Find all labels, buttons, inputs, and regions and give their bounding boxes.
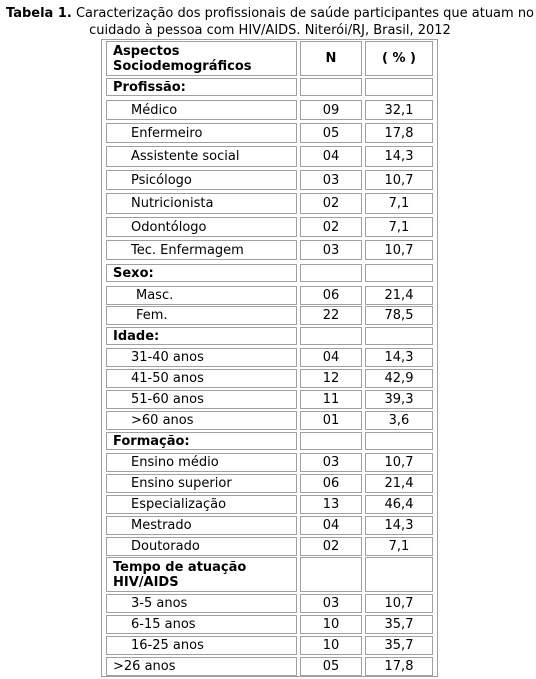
- row-percent: 7,1: [365, 537, 433, 556]
- row-label: >60 anos: [106, 411, 297, 430]
- row-label: Masc.: [106, 286, 297, 305]
- row-n: 01: [300, 411, 362, 430]
- row-percent: 10,7: [365, 240, 433, 260]
- row-n: 05: [300, 657, 362, 676]
- header-aspectos: Aspectos Sociodemográficos: [106, 41, 297, 76]
- row-n: 13: [300, 495, 362, 514]
- row-label: Doutorado: [106, 537, 297, 556]
- row-n: 06: [300, 474, 362, 493]
- empty-cell: [300, 78, 362, 96]
- row-percent: 21,4: [365, 286, 433, 305]
- row-n: 04: [300, 516, 362, 535]
- row-n: 03: [300, 240, 362, 260]
- row-label: Ensino médio: [106, 453, 297, 472]
- row-label: Ensino superior: [106, 474, 297, 493]
- row-label: Psicólogo: [106, 170, 297, 190]
- row-percent: 3,6: [365, 411, 433, 430]
- row-n: 03: [300, 453, 362, 472]
- row-label: Tec. Enfermagem: [106, 240, 297, 260]
- row-percent: 10,7: [365, 453, 433, 472]
- row-n: 10: [300, 615, 362, 634]
- row-n: 11: [300, 390, 362, 409]
- row-percent: 78,5: [365, 306, 433, 325]
- header-n: N: [300, 41, 362, 76]
- row-n: 10: [300, 636, 362, 655]
- row-percent: 10,7: [365, 170, 433, 190]
- row-label: Enfermeiro: [106, 123, 297, 143]
- section-label: Tempo de atuação HIV/AIDS: [106, 557, 297, 592]
- row-percent: 14,3: [365, 516, 433, 535]
- row-percent: 14,3: [365, 146, 433, 167]
- empty-cell: [365, 264, 433, 282]
- empty-cell: [300, 557, 362, 592]
- row-label: 3-5 anos: [106, 594, 297, 613]
- row-n: 02: [300, 537, 362, 556]
- row-percent: 17,8: [365, 657, 433, 676]
- row-percent: 32,1: [365, 100, 433, 120]
- row-percent: 46,4: [365, 495, 433, 514]
- row-n: 09: [300, 100, 362, 120]
- section-label: Profissão:: [106, 78, 297, 96]
- empty-cell: [365, 557, 433, 592]
- row-label: Odontólogo: [106, 217, 297, 237]
- row-n: 04: [300, 348, 362, 367]
- row-percent: 7,1: [365, 193, 433, 214]
- row-n: 22: [300, 306, 362, 325]
- row-label: 41-50 anos: [106, 369, 297, 388]
- row-percent: 42,9: [365, 369, 433, 388]
- row-label: Mestrado: [106, 516, 297, 535]
- row-n: 06: [300, 286, 362, 305]
- row-label: Especialização: [106, 495, 297, 514]
- section-label: Formação:: [106, 432, 297, 450]
- row-label: Fem.: [106, 306, 297, 325]
- row-label: 6-15 anos: [106, 615, 297, 634]
- row-label: Médico: [106, 100, 297, 120]
- header-percent: ( % ): [365, 41, 433, 76]
- row-percent: 21,4: [365, 474, 433, 493]
- row-label: 51-60 anos: [106, 390, 297, 409]
- row-percent: 39,3: [365, 390, 433, 409]
- caption-label: Tabela 1.: [6, 6, 72, 21]
- row-percent: 7,1: [365, 217, 433, 237]
- row-percent: 10,7: [365, 594, 433, 613]
- section-label: Sexo:: [106, 264, 297, 282]
- caption-text: Caracterização dos profissionais de saúde participantes que atuam no cuidado à pessoa com HIV/AIDS. Niterói/RJ, Brasil, 2012: [71, 6, 535, 38]
- table-caption: [6, 5, 534, 39]
- row-label: 16-25 anos: [106, 636, 297, 655]
- row-percent: 17,8: [365, 123, 433, 143]
- row-percent: 35,7: [365, 636, 433, 655]
- row-n: 05: [300, 123, 362, 143]
- row-label: Assistente social: [106, 146, 297, 167]
- row-label: 31-40 anos: [106, 348, 297, 367]
- row-label: >26 anos: [106, 657, 297, 676]
- empty-cell: [300, 264, 362, 282]
- empty-cell: [365, 78, 433, 96]
- empty-cell: [365, 432, 433, 450]
- row-n: 12: [300, 369, 362, 388]
- row-percent: 14,3: [365, 348, 433, 367]
- row-label: Nutricionista: [106, 193, 297, 214]
- section-label: Idade:: [106, 327, 297, 345]
- empty-cell: [300, 327, 362, 345]
- row-n: 03: [300, 594, 362, 613]
- row-n: 02: [300, 217, 362, 237]
- empty-cell: [300, 432, 362, 450]
- row-percent: 35,7: [365, 615, 433, 634]
- row-n: 03: [300, 170, 362, 190]
- row-n: 04: [300, 146, 362, 167]
- empty-cell: [365, 327, 433, 345]
- row-n: 02: [300, 193, 362, 214]
